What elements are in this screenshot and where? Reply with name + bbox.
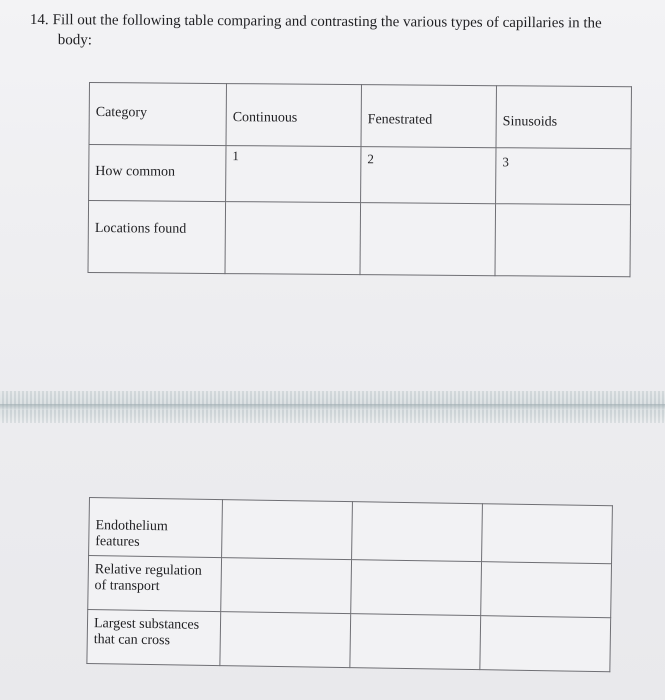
header-cell-category [89, 83, 226, 146]
question-line-1: Fill out the following table comparing and contrasting the various types of capillaries in the [52, 12, 602, 32]
header-sinusoids-label: Sinusoids [502, 114, 558, 130]
row-label-cell [87, 609, 221, 665]
capillary-table-top [87, 82, 631, 277]
header-fenestrated-label: Fenestrated [367, 112, 433, 128]
answer-number-2: 2 [367, 151, 374, 167]
answer-cell-continuous-regulation[interactable] [221, 558, 352, 614]
table-row [87, 609, 611, 671]
row-label-line-1: Endothelium [95, 518, 168, 535]
question-line-2: body: [57, 32, 93, 49]
row-label-line-2: that can cross [93, 632, 171, 649]
table-row [89, 145, 631, 205]
answer-cell-sinusoids-regulation[interactable] [481, 562, 612, 618]
header-continuous-label: Continuous [232, 110, 298, 126]
capillary-table-bottom [86, 497, 613, 672]
answer-cell-sinusoids-how-common[interactable] [496, 148, 631, 205]
header-cell-fenestrated [361, 85, 496, 148]
table-row [88, 556, 612, 618]
row-label-regulation [94, 562, 201, 596]
table-row [89, 498, 613, 564]
row-label-cell [89, 498, 223, 558]
answer-cell-fenestrated-endothelium[interactable] [352, 502, 483, 562]
answer-cell-fenestrated-regulation[interactable] [351, 560, 482, 616]
answer-number-3: 3 [502, 154, 509, 170]
answer-cell-continuous-endothelium[interactable] [222, 500, 353, 560]
header-category-label: Category [95, 105, 148, 121]
answer-cell-sinusoids-locations[interactable] [495, 204, 631, 277]
row-label-locations-found: Locations found [94, 221, 187, 237]
header-cell-continuous [226, 84, 361, 147]
answer-cell-fenestrated-how-common[interactable] [361, 147, 496, 204]
row-label-cell [88, 556, 222, 612]
answer-cell-sinusoids-endothelium[interactable] [482, 504, 613, 564]
page-fold-line [0, 404, 665, 410]
question-text [30, 10, 630, 54]
answer-cell-continuous-how-common[interactable] [226, 146, 361, 203]
row-label-line-2: features [95, 534, 140, 550]
row-label-cell [88, 201, 226, 274]
header-cell-sinusoids [496, 86, 631, 149]
row-label-endothelium [95, 518, 168, 551]
answer-cell-continuous-largest[interactable] [220, 612, 351, 668]
answer-cell-fenestrated-largest[interactable] [350, 614, 481, 670]
row-label-line-2: of transport [94, 578, 160, 595]
answer-number-1: 1 [232, 148, 239, 164]
answer-cell-sinusoids-largest[interactable] [480, 616, 611, 672]
header-row [89, 83, 631, 149]
row-label-line-1: Largest substances [93, 616, 200, 633]
row-label-how-common: How common [95, 164, 176, 180]
row-label-cell [89, 145, 226, 202]
table-row [88, 201, 631, 277]
row-label-line-1: Relative regulation [94, 562, 202, 579]
answer-cell-fenestrated-locations[interactable] [360, 203, 496, 276]
answer-cell-continuous-locations[interactable] [225, 202, 361, 275]
question-number: 14. [29, 11, 49, 29]
row-label-largest-substances [94, 616, 200, 650]
